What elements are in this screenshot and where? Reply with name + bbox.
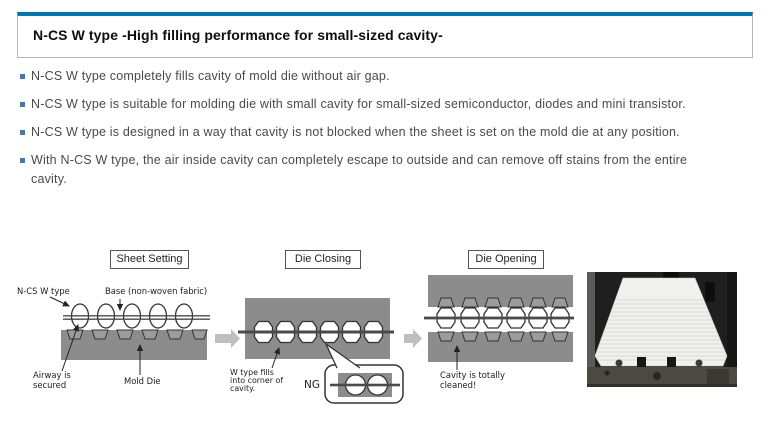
- label-w-fills: W type fills: [230, 368, 274, 377]
- cleaned-die-photo: [587, 272, 737, 387]
- compressed-sheet-line: [238, 331, 394, 334]
- bullet-item: N-CS W type is suitable for molding die with small cavity for small-sized semiconductor, diodes and mini transistor.: [20, 95, 720, 114]
- bullet-item: N-CS W type is designed in a way that cavity is not blocked when the sheet is set on the mold die at any position.: [20, 123, 720, 142]
- bullet-item: N-CS W type completely fills cavity of mold die without air gap.: [20, 67, 720, 86]
- stage-label-die-opening: Die Opening: [468, 250, 544, 269]
- stage-label-sheet-setting: Sheet Setting: [110, 250, 189, 269]
- label-ncs-w-type: N-CS W type: [17, 286, 70, 296]
- label-ng: NG: [304, 379, 320, 391]
- stage-label-die-closing: Die Closing: [285, 250, 361, 269]
- feature-bullet-list: [20, 67, 720, 198]
- label-base-fabric: Base (non-woven fabric): [105, 286, 208, 296]
- released-sheet-line: [424, 317, 574, 320]
- bullet-item: With N-CS W type, the air inside cavity can completely escape to outside and can remove off stains from the entire cavity.: [20, 151, 720, 189]
- label-w-fills: into corner of: [230, 376, 284, 385]
- label-w-fills: cavity.: [230, 384, 256, 393]
- die-tab: [667, 357, 676, 367]
- arrow-right-icon: [404, 329, 422, 348]
- ng-sheet-line: [330, 384, 400, 387]
- page-title: N-CS W type -High filling performance for small-sized cavity-: [33, 27, 443, 43]
- label-mold-die: Mold Die: [124, 376, 161, 386]
- diagram-die-opening: [424, 275, 574, 390]
- process-diagram: [0, 270, 580, 410]
- label-cavity-cleaned: cleaned!: [440, 380, 477, 390]
- label-cavity-cleaned: Cavity is totally: [440, 370, 505, 380]
- arrow-right-icon: [215, 329, 240, 348]
- diagram-sheet-setting: [17, 286, 210, 390]
- pointer-line: [50, 297, 69, 306]
- diagram-die-closing: [230, 298, 403, 403]
- die-tab: [637, 357, 646, 367]
- label-airway: Airway is: [33, 370, 71, 380]
- mold-die-block: [61, 330, 207, 360]
- page-header: [17, 12, 753, 58]
- label-airway: secured: [33, 380, 67, 390]
